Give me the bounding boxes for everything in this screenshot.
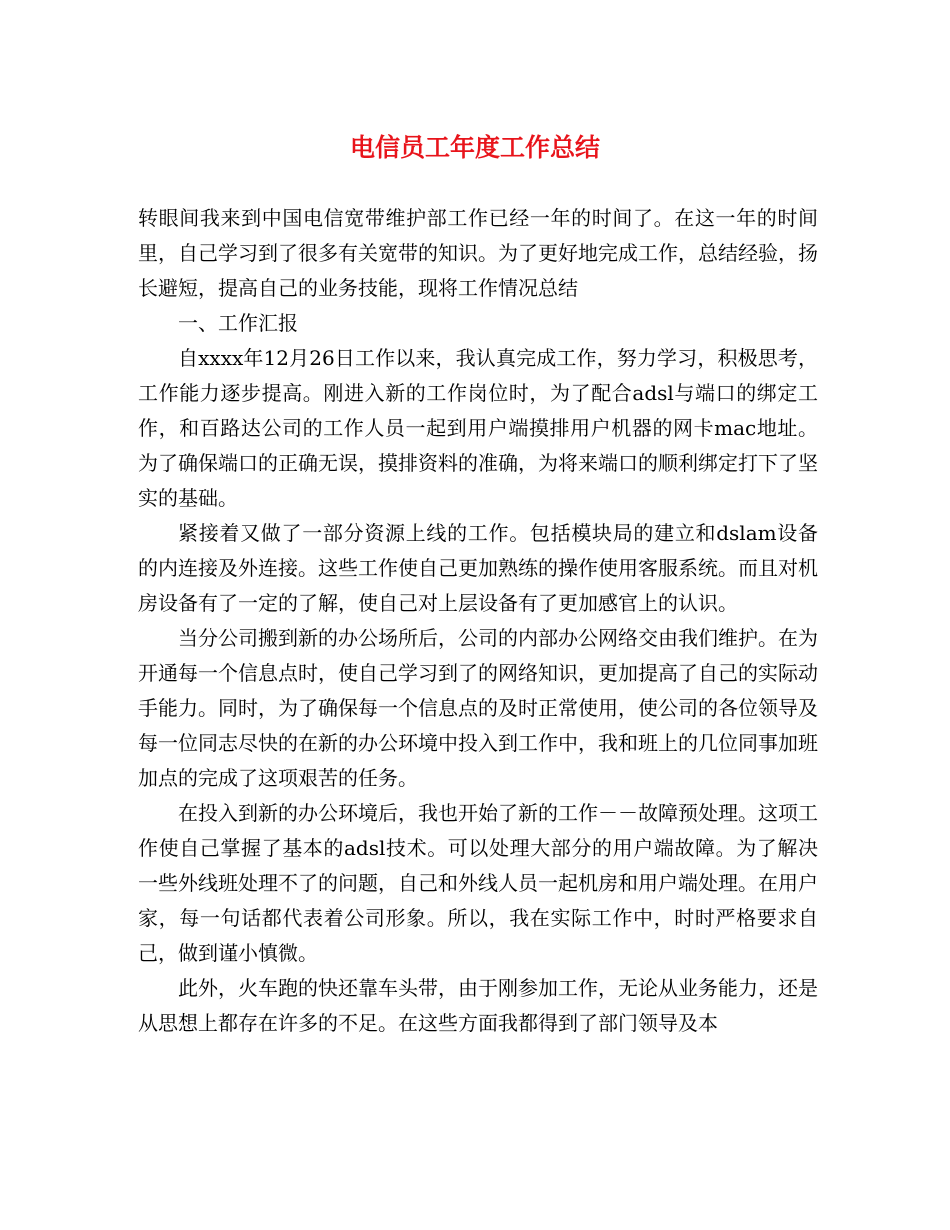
document-body xyxy=(138,201,818,1041)
paragraph: 紧接着又做了一部分资源上线的工作。包括模块局的建立和dslam设备的内连接及外连接。这些工作使自己更加熟练的操作使用客服系统。而且对机房设备有了一定的了解，使自己对上层设备有了更加感官上的认识。 xyxy=(138,521,818,615)
paragraph: 自xxxx年12月26日工作以来，我认真完成工作，努力学习，积极思考，工作能力逐步提高。刚进入新的工作岗位时，为了配合adsl与端口的绑定工作，和百路达公司的工作人员一起到用户端摸排用户机器的网卡mac地址。为了确保端口的正确无误，摸排资料的准确，为将来端口的顺利绑定打下了坚实的基础。 xyxy=(138,346,818,510)
paragraph-intro: 转眼间我来到中国电信宽带维护部工作已经一年的时间了。在这一年的时间里，自己学习到了很多有关宽带的知识。为了更好地完成工作，总结经验，扬长避短，提高自己的业务技能，现将工作情况总结 xyxy=(138,206,818,300)
section-heading-work-report: 一、工作汇报 xyxy=(178,311,298,335)
paragraph: 此外，火车跑的快还靠车头带，由于刚参加工作，无论从业务能力，还是从思想上都存在许多的不足。在这些方面我都得到了部门领导及本 xyxy=(138,976,818,1035)
document-title: 电信员工年度工作总结 xyxy=(349,133,600,162)
paragraph: 在投入到新的办公环境后，我也开始了新的工作－－故障预处理。这项工作使自己掌握了基本的adsl技术。可以处理大部分的用户端故障。为了解决一些外线班处理不了的问题，自己和外线人员一起机房和用户端处理。在用户家，每一句话都代表着公司形象。所以，我在实际工作中，时时严格要求自己，做到谨小慎微。 xyxy=(138,801,818,965)
paragraph: 当分公司搬到新的办公场所后，公司的内部办公网络交由我们维护。在为开通每一个信息点时，使自己学习到了的网络知识，更加提高了自己的实际动手能力。同时，为了确保每一个信息点的及时正常使用，使公司的各位领导及每一位同志尽快的在新的办公环境中投入到工作中，我和班上的几位同事加班加点的完成了这项艰苦的任务。 xyxy=(138,626,818,790)
